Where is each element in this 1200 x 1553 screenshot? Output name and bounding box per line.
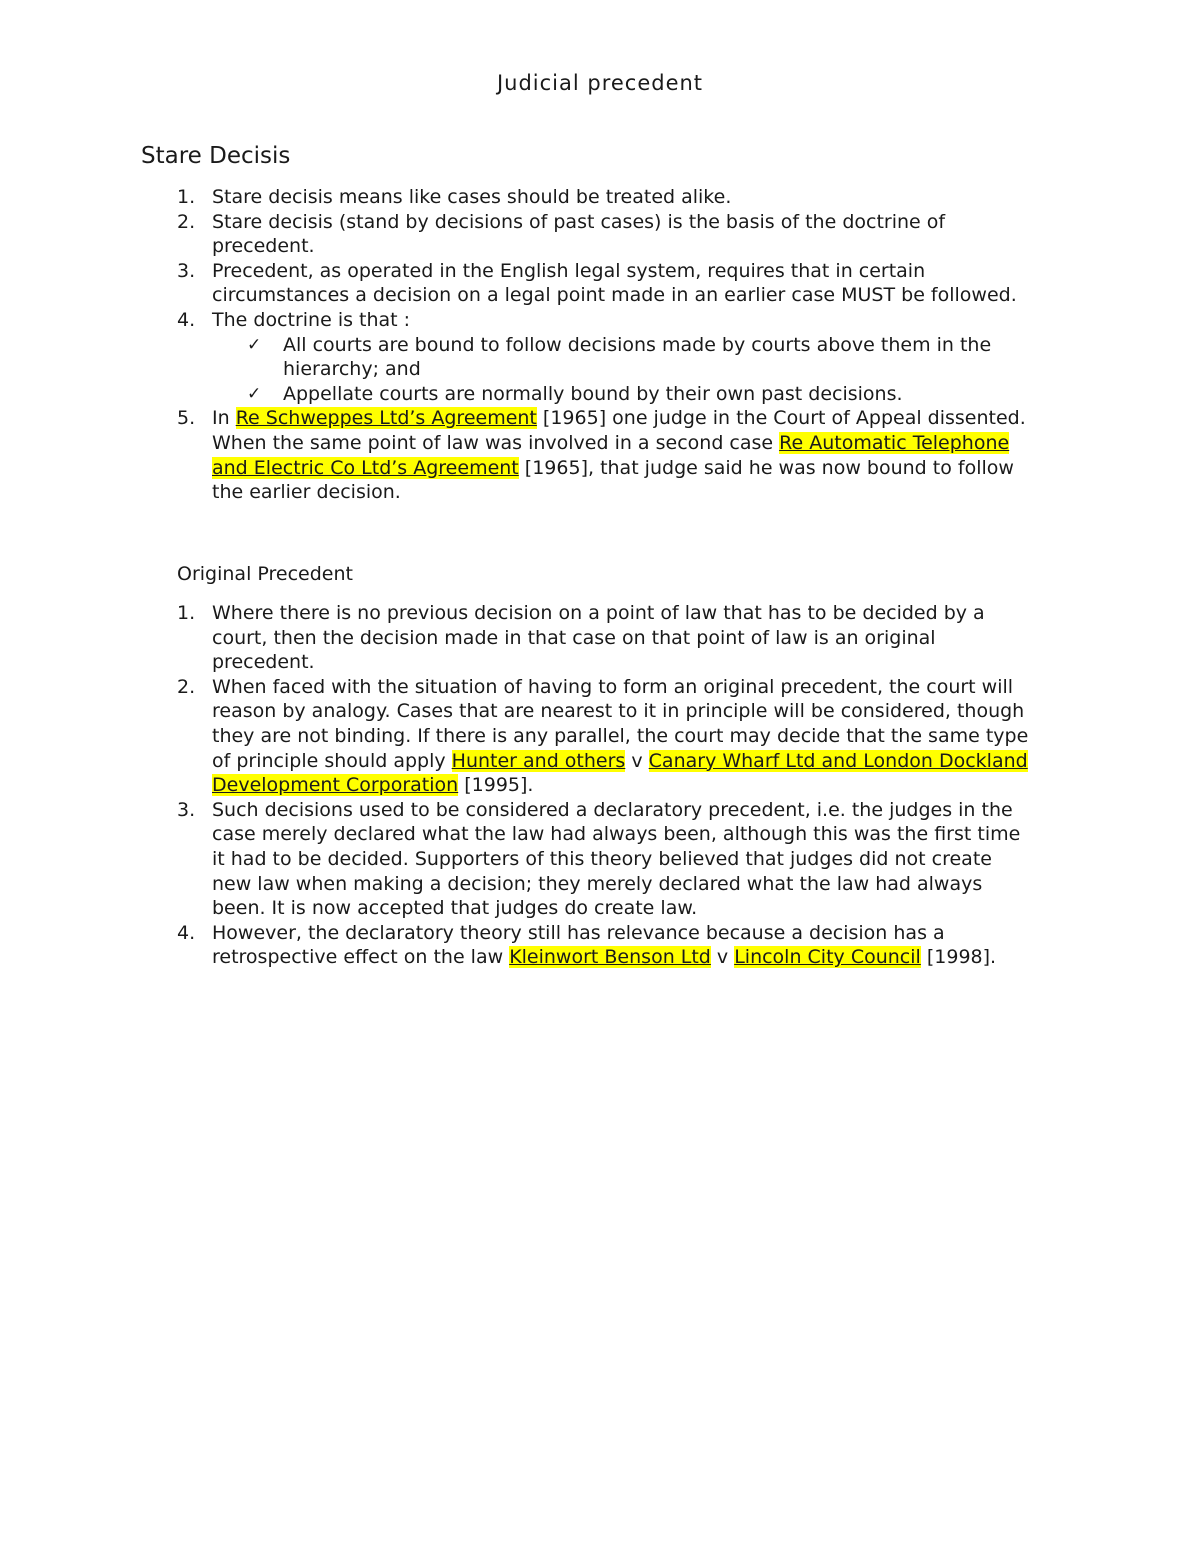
list-item-text: [1965], that judge said he was now bound to follow the earlier decision.: [212, 456, 1014, 504]
list-number: 3.: [177, 798, 196, 821]
page-title: Judicial precedent: [496, 71, 704, 95]
list-item-text: [1998].: [920, 946, 997, 969]
check-list-item: [212, 333, 1037, 382]
case-link-re-automatic-telephone[interactable]: Re Automatic Telephone and Electric Co Ltd’s Agreement: [212, 431, 1010, 479]
list-item-text: v: [710, 946, 735, 969]
list-number: 3.: [177, 259, 196, 282]
list-item-text: Stare decisis (stand by decisions of past cases) is the basis of the doctrine of precedent.: [212, 210, 946, 258]
case-link-canary-wharf[interactable]: Canary Wharf Ltd and London Dockland Development Corporation: [212, 749, 1028, 797]
check-list: [212, 333, 1037, 407]
list-item-text: In: [212, 407, 236, 430]
list-item: [177, 406, 1037, 504]
list-item: [177, 259, 1037, 308]
list-item-text: [1995].: [458, 774, 534, 797]
list-item: [177, 921, 1037, 970]
list-item-text: However, the declaratory theory still has relevance because a decision has a retrospective effect on the law: [212, 921, 945, 969]
list-number: 4.: [177, 921, 196, 944]
list-item: [177, 798, 1037, 921]
list-item-text: Stare decisis means like cases should be treated alike.: [212, 186, 732, 208]
list-item-text: When faced with the situation of having to form an original precedent, the court will reason by analogy. Cases that are nearest to it in principle will be considered, though they are not binding. If there is any parallel, the court may decide that the same type of principle should apply: [212, 675, 1029, 772]
list-number: 2.: [177, 675, 196, 698]
stare-decisis-list: [177, 185, 1037, 505]
list-item-text: Where there is no previous decision on a point of law that has to be decided by a court, then the decision made in that case on that point of law is an original precedent.: [212, 602, 985, 674]
list-item-text: Such decisions used to be considered a declaratory precedent, i.e. the judges in the case merely declared what the law had always been, although this was the first time it had to be decided. Supporters of this theory believed that judges did not create new law when making a decision; they merely declared what the law had always been. It is now accepted that judges do create law.: [212, 798, 1021, 920]
list-number: 2.: [177, 210, 196, 233]
section-heading-stare-decisis: Stare Decisis: [141, 143, 291, 169]
check-list-item: [212, 382, 1037, 407]
original-precedent-list: [177, 601, 1037, 970]
case-link-lincoln-city-council[interactable]: Lincoln City Council: [734, 946, 921, 969]
section-heading-original-precedent: Original Precedent: [177, 563, 353, 585]
list-number: 5.: [177, 407, 196, 430]
list-item: [177, 675, 1037, 798]
list-item: [177, 308, 1037, 406]
check-icon: ✓: [247, 383, 262, 404]
case-link-kleinwort-benson[interactable]: Kleinwort Benson Ltd: [509, 946, 711, 969]
check-icon: ✓: [247, 334, 262, 355]
list-number: 1.: [177, 602, 196, 624]
list-item: [177, 210, 1037, 259]
case-link-re-schweppes[interactable]: Re Schweppes Ltd’s Agreement: [235, 407, 537, 430]
list-number: 1.: [177, 186, 196, 208]
list-item-text: The doctrine is that :: [212, 308, 411, 331]
list-item-text: Precedent, as operated in the English legal system, requires that in certain circumstances a decision on a legal point made in an earlier case MUST be followed.: [212, 259, 1017, 307]
check-item-text: All courts are bound to follow decisions made by courts above them in the hierarchy; and: [283, 333, 992, 381]
case-link-hunter[interactable]: Hunter and others: [451, 749, 626, 772]
list-item: [177, 185, 1037, 210]
list-item: [177, 601, 1037, 675]
list-number: 4.: [177, 308, 196, 331]
check-item-text: Appellate courts are normally bound by their own past decisions.: [283, 382, 903, 405]
list-item-text: v: [625, 749, 649, 772]
list-item-text: [1965] one judge in the Court of Appeal dissented. When the same point of law was involved in a second case: [212, 407, 1026, 454]
